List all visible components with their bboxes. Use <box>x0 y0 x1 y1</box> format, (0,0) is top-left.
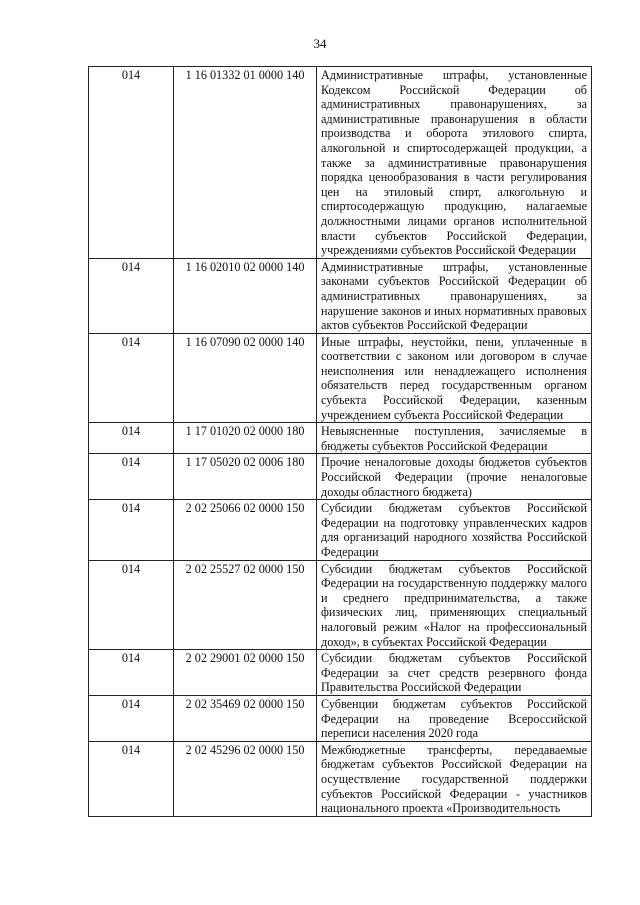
budget-code-cell: 1 16 01332 01 0000 140 <box>174 67 317 259</box>
admin-code-cell: 014 <box>89 500 174 560</box>
budget-code-cell: 2 02 45296 02 0000 150 <box>174 741 317 816</box>
revenue-name-cell: Субсидии бюджетам субъектов Российской Федерации за счет средств резервного фонда Правительства Российской Федерации <box>317 650 592 696</box>
admin-code-cell: 014 <box>89 741 174 816</box>
budget-code-cell: 1 17 05020 02 0006 180 <box>174 454 317 500</box>
budget-code-cell: 2 02 25527 02 0000 150 <box>174 560 317 650</box>
table-row <box>89 454 592 500</box>
admin-code-cell: 014 <box>89 560 174 650</box>
admin-code-cell: 014 <box>89 333 174 423</box>
budget-code-cell: 2 02 25066 02 0000 150 <box>174 500 317 560</box>
table-row <box>89 695 592 741</box>
revenue-name-cell: Административные штрафы, установленные Кодексом Российской Федерации об административных правонарушениях, за административные правонарушения в области производства и оборота этилового спирта, алкогольной и спиртосодержащей продукции, а также за административные правонарушения порядка ценообразования в части регулирования цен на этиловый спирт, алкогольную и спиртосодержащую продукцию, налагаемые должностными лицами органов исполнительной власти субъектов Российской Федерации, учреждениями субъектов Российской Федерации <box>317 67 592 259</box>
revenue-name-cell: Административные штрафы, установленные законами субъектов Российской Федерации об административных правонарушениях, за нарушение законов и иных нормативных правовых актов субъектов Российской Федерации <box>317 258 592 333</box>
budget-code-cell: 2 02 29001 02 0000 150 <box>174 650 317 696</box>
admin-code-cell: 014 <box>89 695 174 741</box>
table-row <box>89 67 592 259</box>
revenue-name-cell: Невыясненные поступления, зачисляемые в бюджеты субъектов Российской Федерации <box>317 423 592 454</box>
revenue-name-cell: Субсидии бюджетам субъектов Российской Федерации на государственную поддержку малого и среднего предпринимательства, а также физических лиц, применяющих специальный налоговый режим «Налог на профессиональный доход», в субъектах Российской Федерации <box>317 560 592 650</box>
admin-code-cell: 014 <box>89 650 174 696</box>
admin-code-cell: 014 <box>89 258 174 333</box>
table-row <box>89 741 592 816</box>
admin-code-cell: 014 <box>89 67 174 259</box>
table-row <box>89 423 592 454</box>
budget-revenue-table <box>88 66 592 817</box>
table-row <box>89 560 592 650</box>
revenue-name-cell: Иные штрафы, неустойки, пени, уплаченные в соответствии с законом или договором в случае неисполнения или ненадлежащего исполнения обязательств перед государственным органом субъекта Российской Федерации, казенным учреждением субъекта Российской Федерации <box>317 333 592 423</box>
admin-code-cell: 014 <box>89 454 174 500</box>
table-row <box>89 258 592 333</box>
budget-code-cell: 1 16 07090 02 0000 140 <box>174 333 317 423</box>
admin-code-cell: 014 <box>89 423 174 454</box>
table-row <box>89 650 592 696</box>
revenue-name-cell: Межбюджетные трансферты, передаваемые бюджетам субъектов Российской Федерации на осуществление государственной поддержки субъектов Российской Федерации - участников национального проекта «Производительность <box>317 741 592 816</box>
revenue-name-cell: Субвенции бюджетам субъектов Российской Федерации на проведение Всероссийской переписи населения 2020 года <box>317 695 592 741</box>
revenue-name-cell: Прочие неналоговые доходы бюджетов субъектов Российской Федерации (прочие неналоговые доходы областного бюджета) <box>317 454 592 500</box>
budget-code-cell: 1 16 02010 02 0000 140 <box>174 258 317 333</box>
page-number: 34 <box>313 36 327 51</box>
table-row <box>89 500 592 560</box>
budget-code-cell: 2 02 35469 02 0000 150 <box>174 695 317 741</box>
budget-code-cell: 1 17 01020 02 0000 180 <box>174 423 317 454</box>
table-row <box>89 333 592 423</box>
revenue-name-cell: Субсидии бюджетам субъектов Российской Федерации на подготовку управленческих кадров для организаций народного хозяйства Российской Федерации <box>317 500 592 560</box>
